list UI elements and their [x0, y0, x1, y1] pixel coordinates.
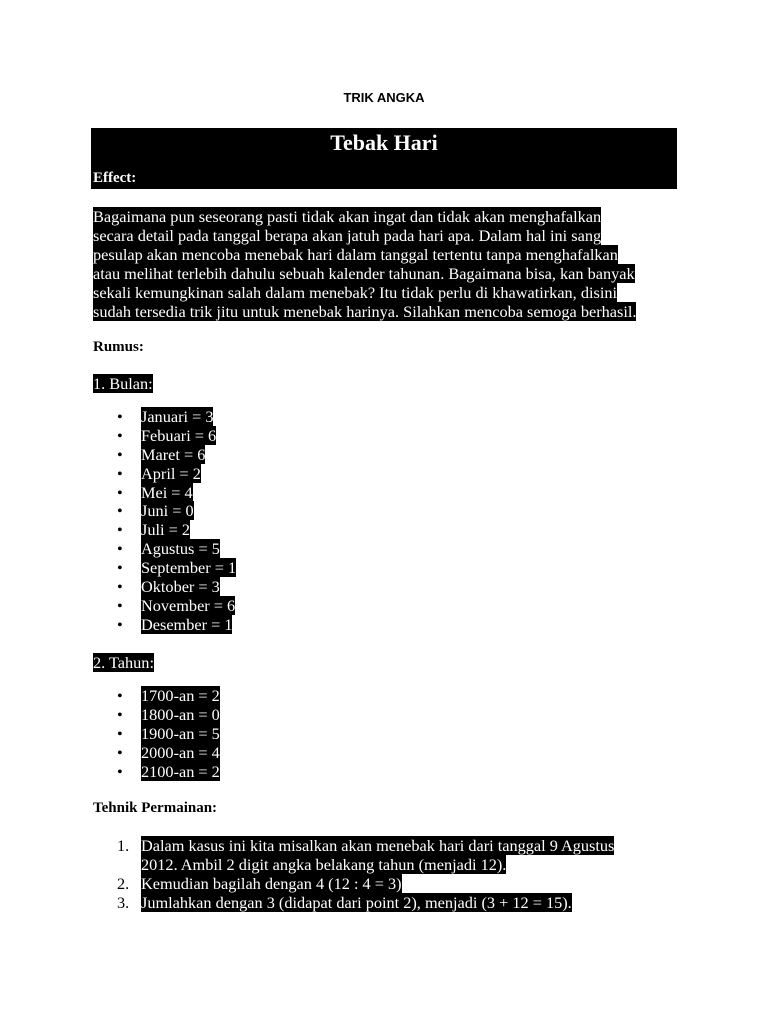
bullet-icon: • [117, 742, 123, 762]
list-item [117, 444, 236, 465]
bullet-icon: • [117, 723, 123, 743]
bullet-icon: • [117, 539, 123, 559]
step-text: Dalam kasus ini kita misalkan akan menebak hari dari tanggal 9 Agustus [141, 836, 615, 855]
effect-label: Effect: [93, 170, 137, 186]
bulan-heading: 1. Bulan: [93, 374, 153, 393]
tahun-heading: 2. Tahun: [93, 653, 154, 672]
list-item-text: Febuari = 6 [141, 425, 217, 445]
list-item [117, 539, 236, 559]
list-item-text: April = 2 [141, 463, 201, 483]
intro-line: sekali kemungkinan salah dalam menebak? Itu tidak perlu di khawatirkan, disini [93, 283, 618, 302]
list-item-text: Mei = 4 [141, 482, 193, 502]
list-item [117, 704, 220, 725]
bullet-icon: • [117, 614, 123, 634]
bullet-icon: • [117, 686, 123, 705]
list-item [117, 723, 220, 744]
tehnik-heading: Tehnik Permainan: [93, 800, 218, 816]
tehnik-steps [117, 836, 615, 912]
intro-line: sudah tersedia trik jitu untuk menebak harinya. Silahkan mencoba semoga berhasil. [93, 302, 637, 321]
rumus-heading: Rumus: [93, 339, 144, 355]
step-text: Jumlahkan dengan 3 (didapat dari point 2), menjadi (3 + 12 = 15). [141, 893, 572, 912]
list-item-text: 1900-an = 5 [141, 723, 220, 743]
list-item [117, 577, 236, 597]
list-item-text: Desember = 1 [141, 614, 233, 634]
step-number: 3. [117, 893, 130, 912]
step-item [117, 836, 615, 874]
list-item [117, 742, 220, 763]
document-title: TRIK ANGKA [343, 90, 425, 105]
intro-line: atau melihat terlebih dahulu sebuah kalender tahunan. Bagaimana bisa, kan banyak [93, 264, 635, 283]
intro-line: Bagaimana pun seseorang pasti tidak akan ingat dan tidak akan menghafalkan [93, 207, 602, 226]
intro-line: pesulap akan mencoba menebak hari dalam tanggal tertentu tanpa menghafalkan [93, 245, 618, 264]
step-text: Kemudian bagilah dengan 4 (12 : 4 = 3) [141, 874, 402, 893]
list-item-text: 2000-an = 4 [141, 742, 220, 762]
bullet-icon: • [117, 463, 123, 483]
list-item-text: Oktober = 3 [141, 577, 220, 597]
list-item-text: Juli = 2 [141, 520, 190, 540]
intro-paragraph [93, 207, 636, 321]
list-item [117, 407, 236, 427]
step-text: 2012. Ambil 2 digit angka belakang tahun (menjadi 12). [141, 855, 507, 874]
list-item [117, 595, 236, 616]
bullet-icon: • [117, 704, 123, 724]
bullet-icon: • [117, 444, 123, 464]
header-box [91, 128, 677, 189]
list-item [117, 425, 236, 446]
list-item [117, 614, 236, 635]
bullet-icon: • [117, 558, 123, 578]
list-item [117, 482, 236, 503]
bullet-icon: • [117, 501, 123, 521]
intro-line: secara detail pada tanggal berapa akan jatuh pada hari apa. Dalam hal ini sang [93, 226, 602, 245]
list-item-text: Maret = 6 [141, 444, 206, 464]
list-item [117, 686, 220, 706]
list-item-text: Agustus = 5 [141, 539, 220, 559]
bullet-icon: • [117, 577, 123, 597]
bullet-icon: • [117, 407, 123, 426]
list-item [117, 501, 236, 521]
bullet-icon: • [117, 595, 123, 615]
list-item-text: 1800-an = 0 [141, 704, 220, 724]
bullet-icon: • [117, 482, 123, 502]
step-number: 1. [117, 836, 130, 855]
list-item-text: September = 1 [141, 558, 237, 578]
list-item [117, 520, 236, 540]
tahun-list [117, 686, 220, 781]
list-item [117, 463, 236, 484]
bullet-icon: • [117, 761, 123, 781]
step-number: 2. [117, 874, 130, 893]
list-item-text: 1700-an = 2 [141, 686, 220, 705]
bullet-icon: • [117, 425, 123, 445]
list-item-text: 2100-an = 2 [141, 761, 220, 781]
page-title: Tebak Hari [330, 130, 438, 155]
step-item [117, 893, 614, 912]
list-item-text: Januari = 3 [141, 407, 214, 426]
list-item-text: Juni = 0 [141, 501, 194, 521]
step-item [117, 874, 614, 893]
bullet-icon: • [117, 520, 123, 540]
list-item [117, 558, 237, 578]
bulan-list [117, 407, 237, 635]
list-item-text: November = 6 [141, 595, 236, 615]
list-item [117, 761, 220, 782]
